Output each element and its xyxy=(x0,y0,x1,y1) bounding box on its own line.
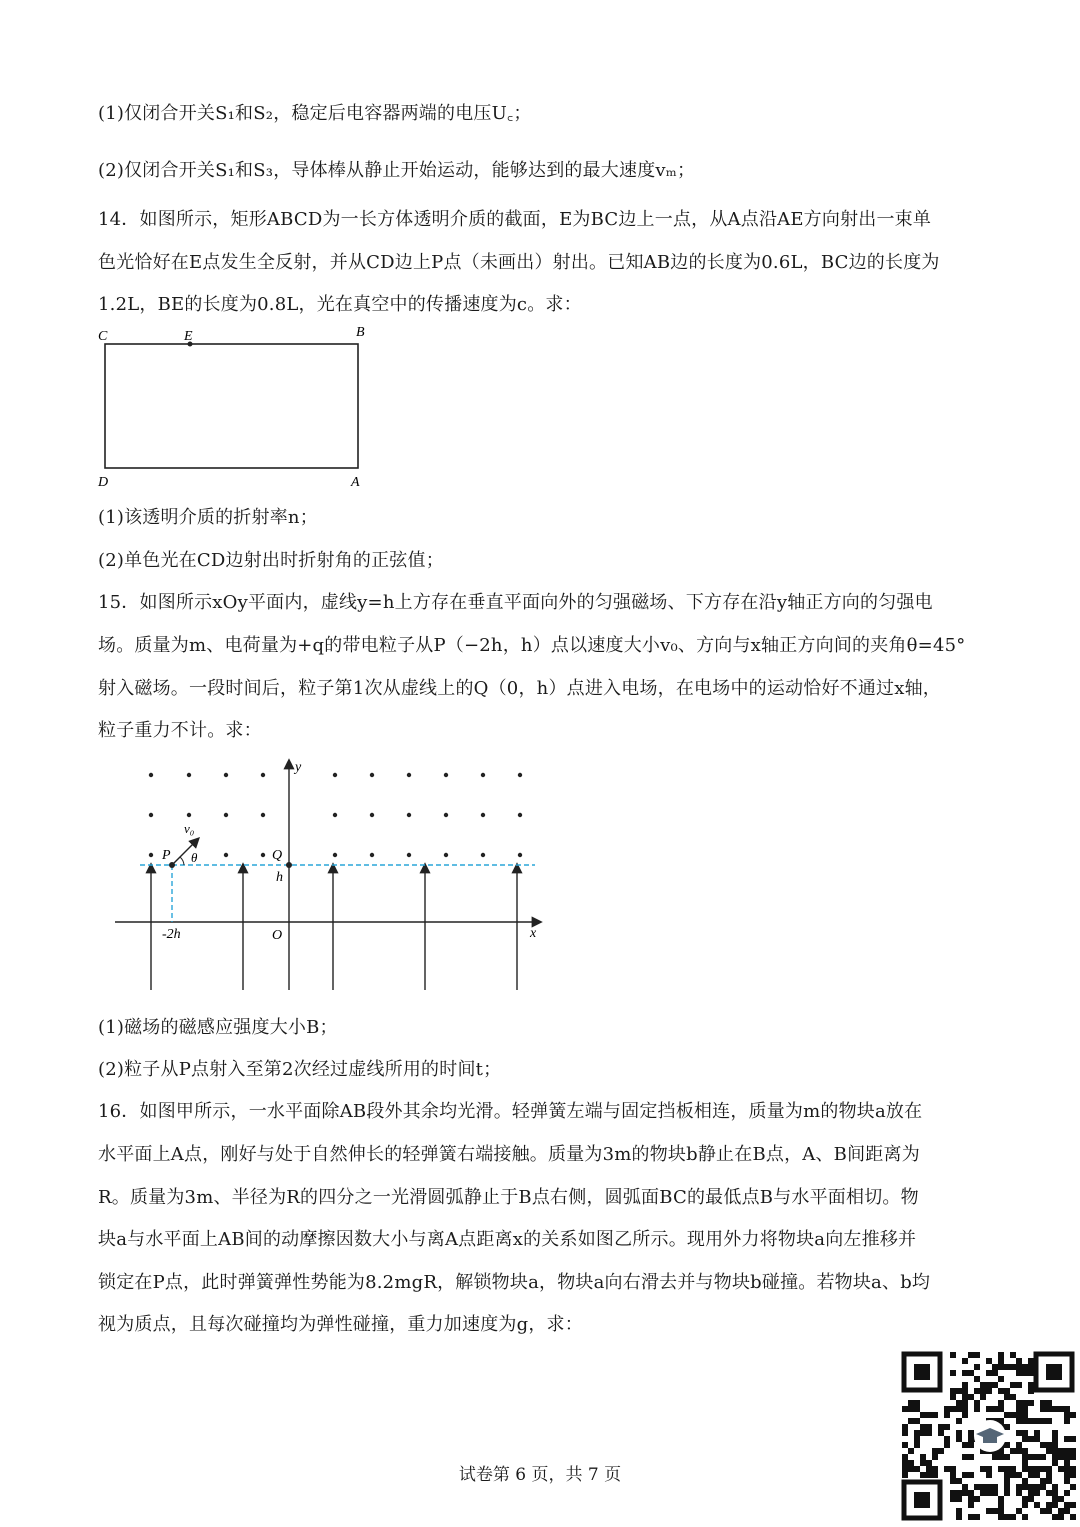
field-diagram xyxy=(100,755,560,1000)
field-dot xyxy=(407,813,411,817)
label-c: C xyxy=(98,329,108,344)
text-line: 视为质点，且每次碰撞均为弹性碰撞，重力加速度为g，求： xyxy=(98,1314,583,1335)
field-dot xyxy=(224,813,228,817)
text-line: (1)该透明介质的折射率n； xyxy=(98,507,318,528)
label-e: E xyxy=(184,329,193,344)
field-dot xyxy=(444,813,448,817)
field-dot xyxy=(444,853,448,857)
text-line: 水平面上A点，刚好与处于自然伸长的轻弹簧右端接触。质量为3m的物块b静止在B点，A、B间距离为 xyxy=(98,1144,920,1165)
field-dot xyxy=(149,773,153,777)
text-line: 场。质量为m、电荷量为+q的带电粒子从P（−2h，h）点以速度大小v₀、方向与x轴正方向间的夹角θ=45° xyxy=(98,635,966,656)
field-dot xyxy=(370,813,374,817)
field-dot xyxy=(261,813,265,817)
theta-label: θ xyxy=(191,850,198,865)
field-dot xyxy=(370,853,374,857)
field-dot xyxy=(187,773,191,777)
text-line: 粒子重力不计。求： xyxy=(98,720,262,741)
field-dot xyxy=(333,813,337,817)
rectangle-figure xyxy=(90,322,380,492)
text-line: 色光恰好在E点发生全反射，并从CD边上P点（未画出）射出。已知AB边的长度为0.6L，BC边的长度为 xyxy=(98,252,940,273)
v0-label: v₀ xyxy=(184,821,195,836)
field-dot xyxy=(149,853,153,857)
text-line: 块a与水平面上AB间的动摩擦因数大小与离A点距离x的关系如图乙所示。现用外力将物块a向左推移并 xyxy=(98,1229,917,1250)
field-dot xyxy=(407,853,411,857)
label-a: A xyxy=(351,475,360,490)
field-dot xyxy=(333,853,337,857)
label-d: D xyxy=(98,475,109,490)
axis-y-label: y xyxy=(295,760,302,775)
text-line: 16．如图甲所示，一水平面除AB段外其余均光滑。轻弹簧左端与固定挡板相连，质量为m的物块a放在 xyxy=(98,1101,923,1122)
field-dot xyxy=(149,813,153,817)
qr-code[interactable] xyxy=(898,1348,1078,1524)
text-line: (2)仅闭合开关S₁和S₃，导体棒从静止开始运动，能够达到的最大速度vₘ； xyxy=(98,160,696,181)
point-p-label: P xyxy=(162,848,171,863)
text-line: (1)仅闭合开关S₁和S₂，稳定后电容器两端的电压U꜀； xyxy=(98,103,532,124)
field-dot xyxy=(187,813,191,817)
text-line: (2)粒子从P点射入至第2次经过虚线所用的时间t； xyxy=(98,1059,502,1080)
field-dot xyxy=(224,773,228,777)
page-footer: 试卷第 6 页，共 7 页 xyxy=(458,1465,622,1485)
field-dot xyxy=(261,773,265,777)
text-line: (2)单色光在CD边射出时折射角的正弦值； xyxy=(98,550,444,571)
field-dot xyxy=(261,853,265,857)
magnetic-field-dots xyxy=(149,773,522,857)
text-line: 15．如图所示xOy平面内，虚线y=h上方存在垂直平面向外的匀强磁场、下方存在沿y轴正方向的匀强电 xyxy=(98,592,933,613)
text-line: 14．如图所示，矩形ABCD为一长方体透明介质的截面，E为BC边上一点，从A点沿AE方向射出一束单 xyxy=(98,209,932,230)
label-b: B xyxy=(356,325,365,340)
text-line: (1)磁场的磁感应强度大小B； xyxy=(98,1017,338,1038)
field-dot xyxy=(224,853,228,857)
field-dot xyxy=(481,773,485,777)
field-dot xyxy=(333,773,337,777)
text-line: R。质量为3m、半径为R的四分之一光滑圆弧静止于B点右侧，圆弧面BC的最低点B与水平面相切。物 xyxy=(98,1187,919,1208)
field-dot xyxy=(518,813,522,817)
origin-label: O xyxy=(272,928,283,943)
field-dot xyxy=(518,853,522,857)
field-dot xyxy=(481,853,485,857)
field-dot xyxy=(370,773,374,777)
text-line: 锁定在P点，此时弹簧弹性势能为8.2mgR，解锁物块a，物块a向右滑去并与物块b碰撞。若物块a、b均 xyxy=(98,1272,931,1293)
axis-x-label: x xyxy=(530,926,537,941)
field-dot xyxy=(444,773,448,777)
text-line: 射入磁场。一段时间后，粒子第1次从虚线上的Q（0，h）点进入电场，在电场中的运动恰好不通过x轴， xyxy=(98,678,942,699)
h-label: h xyxy=(276,870,283,885)
point-q-label: Q xyxy=(272,848,283,863)
text-line: 1.2L，BE的长度为0.8L，光在真空中的传播速度为c。求： xyxy=(98,294,582,315)
field-dot xyxy=(518,773,522,777)
field-dot xyxy=(481,813,485,817)
field-dot xyxy=(407,773,411,777)
neg-2h-label: -2h xyxy=(162,927,181,942)
